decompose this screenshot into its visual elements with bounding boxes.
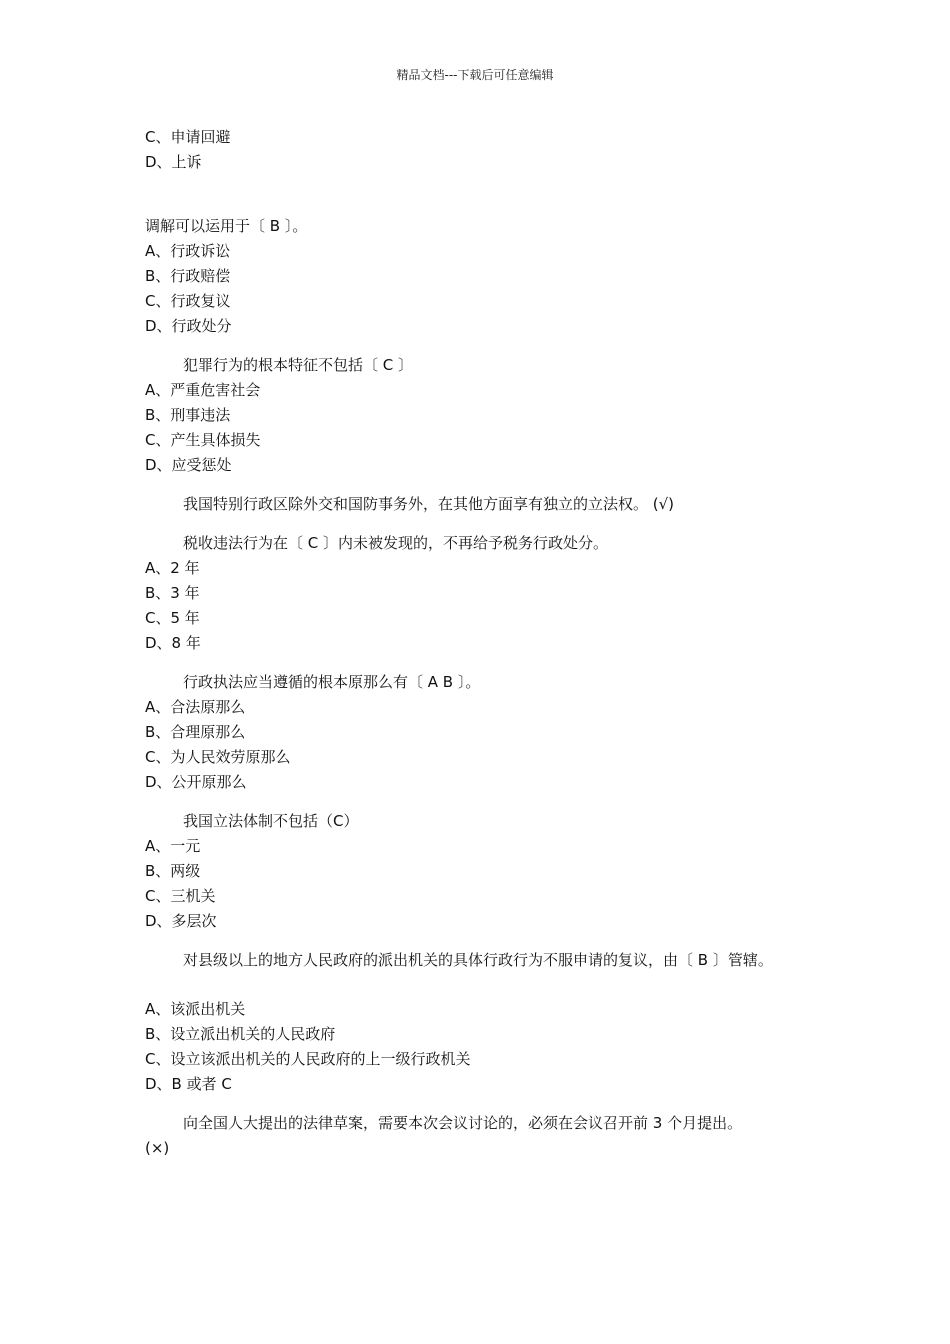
option-d: D、公开原那么: [145, 773, 247, 791]
option-d: D、上诉: [145, 153, 202, 171]
true-false-statement: 向全国人大提出的法律草案，需要本次会议讨论的，必须在会议召开前 3 个月提出。: [183, 1114, 743, 1132]
option-c: C、行政复议: [145, 292, 231, 310]
question-text: 税收违法行为在〔 C 〕内未被发现的，不再给予税务行政处分。: [183, 534, 609, 552]
option-a: A、该派出机关: [145, 1000, 246, 1018]
option-c: C、三机关: [145, 887, 216, 905]
option-b: B、合理原那么: [145, 723, 246, 741]
option-a: A、一元: [145, 837, 201, 855]
option-a: A、合法原那么: [145, 698, 246, 716]
true-false-statement: 我国特别行政区除外交和国防事务外，在其他方面享有独立的立法权。 (√): [183, 495, 675, 513]
option-a: A、行政诉讼: [145, 242, 231, 260]
option-a: A、严重危害社会: [145, 381, 261, 399]
option-d: D、8 年: [145, 634, 201, 652]
true-false-answer: (×): [145, 1139, 170, 1157]
option-d: D、B 或者 C: [145, 1075, 232, 1093]
question-text: 对县级以上的地方人民政府的派出机关的具体行政行为不服申请的复议，由〔 B 〕管辖。: [183, 951, 773, 969]
option-c: C、设立该派出机关的人民政府的上一级行政机关: [145, 1050, 471, 1068]
option-c: C、为人民效劳原那么: [145, 748, 291, 766]
option-d: D、行政处分: [145, 317, 232, 335]
page-header: 精品文档---下载后可任意编辑: [396, 68, 554, 82]
option-b: B、刑事违法: [145, 406, 231, 424]
option-b: B、两级: [145, 862, 201, 880]
option-b: B、设立派出机关的人民政府: [145, 1025, 336, 1043]
option-d: D、应受惩处: [145, 456, 232, 474]
option-c: C、产生具体损失: [145, 431, 261, 449]
option-c: C、5 年: [145, 609, 200, 627]
question-text: 我国立法体制不包括（C）: [183, 812, 359, 830]
question-text: 调解可以运用于〔 B 〕。: [145, 217, 308, 235]
question-text: 犯罪行为的根本特征不包括〔 C 〕: [183, 356, 414, 374]
option-d: D、多层次: [145, 912, 217, 930]
option-b: B、3 年: [145, 584, 200, 602]
option-b: B、行政赔偿: [145, 267, 231, 285]
question-text: 行政执法应当遵循的根本原那么有〔 A B 〕。: [183, 673, 481, 691]
option-c: C、申请回避: [145, 128, 231, 146]
option-a: A、2 年: [145, 559, 200, 577]
